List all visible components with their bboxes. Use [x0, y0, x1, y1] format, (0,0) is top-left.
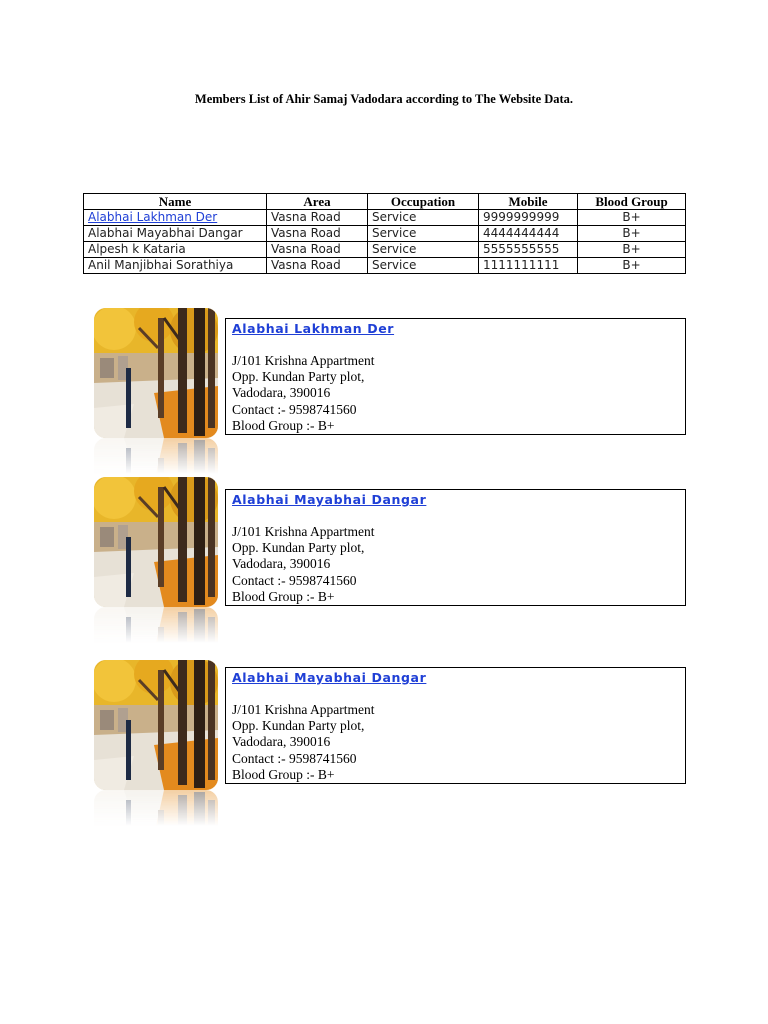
- header-blood-group: Blood Group: [578, 194, 686, 210]
- city-line: Vadodara, 390016: [232, 385, 331, 401]
- row-area-cell: Vasna Road: [267, 258, 368, 274]
- member-photo: [94, 477, 218, 607]
- member-name-link[interactable]: Alabhai Lakhman Der: [88, 210, 218, 224]
- member-card: [225, 667, 686, 784]
- member-card: [225, 318, 686, 435]
- blood-group-line: Blood Group :- B+: [232, 766, 335, 782]
- address-line-2: Opp. Kundan Party plot,: [232, 369, 365, 385]
- contact-line: Contact :- 9598741560: [232, 750, 357, 766]
- row-occupation-cell: Service: [368, 258, 479, 274]
- header-occupation: Occupation: [368, 194, 479, 210]
- member-card-name-link[interactable]: Alabhai Lakhman Der: [232, 321, 395, 336]
- row-mobile-cell: 5555555555: [479, 242, 578, 258]
- row-name-cell: Alabhai Mayabhai Dangar: [84, 226, 267, 242]
- blood-group-line: Blood Group :- B+: [232, 588, 335, 604]
- header-name: Name: [84, 194, 267, 210]
- row-blood-group-cell: B+: [578, 242, 686, 258]
- table-row: [84, 258, 686, 274]
- table-row: [84, 210, 686, 226]
- members-table: [83, 193, 686, 274]
- member-card-details: [232, 524, 374, 605]
- address-line-2: Opp. Kundan Party plot,: [232, 540, 365, 556]
- address-line-1: J/101 Krishna Appartment: [232, 524, 375, 539]
- member-photo: [94, 308, 218, 438]
- member-card-name-link[interactable]: Alabhai Mayabhai Dangar: [232, 492, 427, 507]
- row-occupation-cell: Service: [368, 242, 479, 258]
- photo-reflection: [94, 790, 218, 826]
- row-name-cell: Alpesh k Kataria: [84, 242, 267, 258]
- photo-reflection: [94, 438, 218, 474]
- row-area-cell: Vasna Road: [267, 242, 368, 258]
- member-card-name-link[interactable]: Alabhai Mayabhai Dangar: [232, 670, 427, 685]
- row-mobile-cell: 1111111111: [479, 258, 578, 274]
- contact-line: Contact :- 9598741560: [232, 401, 357, 417]
- address-line-2: Opp. Kundan Party plot,: [232, 718, 365, 734]
- table-header-row: [84, 194, 686, 210]
- address-line-1: J/101 Krishna Appartment: [232, 353, 375, 368]
- header-area: Area: [267, 194, 368, 210]
- row-occupation-cell: Service: [368, 226, 479, 242]
- header-mobile: Mobile: [479, 194, 578, 210]
- row-blood-group-cell: B+: [578, 226, 686, 242]
- address-line-1: J/101 Krishna Appartment: [232, 702, 375, 717]
- member-card: [225, 489, 686, 606]
- city-line: Vadodara, 390016: [232, 734, 331, 750]
- photo-reflection: [94, 607, 218, 643]
- row-blood-group-cell: B+: [578, 210, 686, 226]
- contact-line: Contact :- 9598741560: [232, 572, 357, 588]
- row-area-cell: Vasna Road: [267, 226, 368, 242]
- member-photo: [94, 660, 218, 790]
- row-mobile-cell: 9999999999: [479, 210, 578, 226]
- page-title: Members List of Ahir Samaj Vadodara according to The Website Data.: [194, 92, 574, 106]
- row-area-cell: Vasna Road: [267, 210, 368, 226]
- row-occupation-cell: Service: [368, 210, 479, 226]
- member-card-details: [232, 353, 374, 434]
- table-row: [84, 242, 686, 258]
- row-blood-group-cell: B+: [578, 258, 686, 274]
- city-line: Vadodara, 390016: [232, 556, 331, 572]
- row-mobile-cell: 4444444444: [479, 226, 578, 242]
- member-card-details: [232, 702, 374, 783]
- blood-group-line: Blood Group :- B+: [232, 417, 335, 433]
- row-name-cell: [84, 210, 267, 226]
- table-row: [84, 226, 686, 242]
- row-name-cell: Anil Manjibhai Sorathiya: [84, 258, 267, 274]
